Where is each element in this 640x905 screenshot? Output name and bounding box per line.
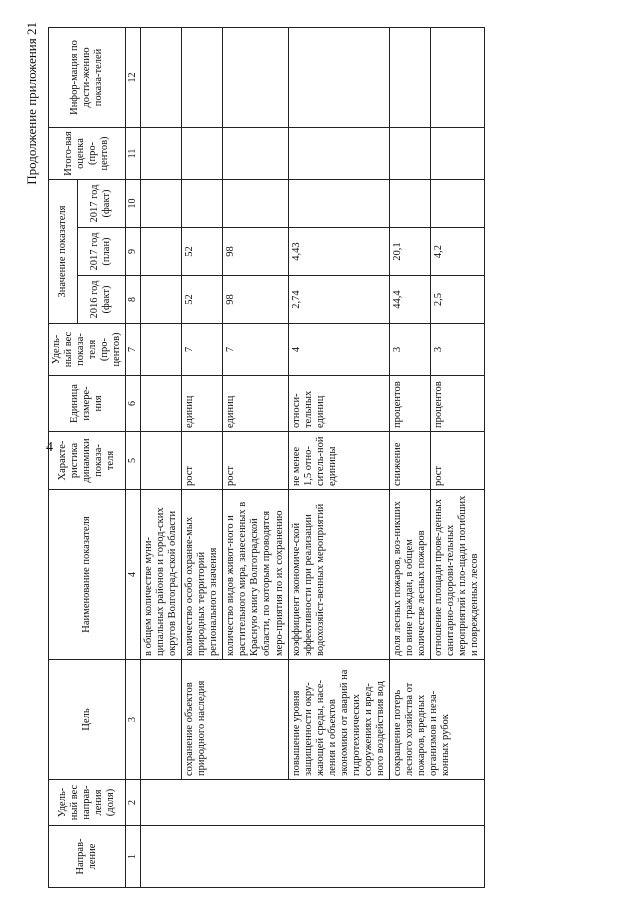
indicator-cell: доля лесных пожаров, воз-никших по вине граждан, в общем количестве лесных пожаров bbox=[390, 490, 431, 660]
column-number: 6 bbox=[126, 376, 141, 432]
weight-cell: 7 bbox=[223, 324, 288, 376]
dynamics-cell: не менее 1,5 отно-ситель-ной единицы bbox=[288, 432, 390, 490]
weight-cell: 7 bbox=[182, 324, 223, 376]
header-values-group: Значение показателя bbox=[49, 179, 78, 323]
column-number: 9 bbox=[126, 228, 141, 276]
info-cell bbox=[140, 27, 181, 127]
share-cell bbox=[140, 780, 484, 826]
weight-cell: 4 bbox=[288, 324, 390, 376]
goal-cell: сохранение объектов природного наследия bbox=[182, 660, 289, 780]
value-2017-fact-cell bbox=[390, 179, 431, 227]
indicator-cell: количество особо охраняе-мых природных территорий регионального значения bbox=[182, 490, 223, 660]
column-number: 4 bbox=[126, 490, 141, 660]
column-number: 2 bbox=[126, 780, 141, 826]
weight-cell: 3 bbox=[431, 324, 484, 376]
column-number: 11 bbox=[126, 127, 141, 179]
unit-cell: относи-тельных единиц bbox=[288, 376, 390, 432]
info-cell bbox=[223, 27, 288, 127]
value-2017-plan-cell: 52 bbox=[182, 228, 223, 276]
rotated-sheet bbox=[18, 8, 618, 888]
value-2016-cell: 98 bbox=[223, 276, 288, 324]
header-dynamics: Характе-ристика динамики показа-теля bbox=[49, 432, 126, 490]
unit-cell: единиц bbox=[223, 376, 288, 432]
value-2016-cell: 2,5 bbox=[431, 276, 484, 324]
indicator-cell: коэффициент экономиче-ской эффективности при реализации водохозяйст-венных мероприятий bbox=[288, 490, 390, 660]
column-number: 8 bbox=[126, 276, 141, 324]
value-2017-fact-cell bbox=[140, 179, 181, 227]
dynamics-cell: рост bbox=[223, 432, 288, 490]
header-goal: Цель bbox=[49, 660, 126, 780]
score-cell bbox=[223, 127, 288, 179]
dynamics-cell: рост bbox=[431, 432, 484, 490]
value-2017-plan-cell: 20,1 bbox=[390, 228, 431, 276]
score-cell bbox=[431, 127, 484, 179]
table-row bbox=[140, 27, 181, 887]
score-cell bbox=[140, 127, 181, 179]
value-2016-cell: 44,4 bbox=[390, 276, 431, 324]
value-2017-plan-cell: 98 bbox=[223, 228, 288, 276]
indicators-table bbox=[48, 27, 485, 888]
column-number: 1 bbox=[126, 826, 141, 888]
header-info: Инфор-мация по дости-жению показа-телей bbox=[49, 27, 126, 127]
value-2017-fact-cell bbox=[288, 179, 390, 227]
column-number: 10 bbox=[126, 179, 141, 227]
header-2017-fact: 2017 год (факт) bbox=[77, 179, 126, 227]
dynamics-cell bbox=[140, 432, 181, 490]
direction-cell bbox=[140, 826, 484, 888]
weight-cell bbox=[140, 324, 181, 376]
indicator-cell: отношение площади прове-денных санитарно-оздорови-тельных мероприятий к пло-щади погибших и поврежденных лесов bbox=[431, 490, 484, 660]
goal-cell: повышение уровня защищенности окру-жающей среды, насе-ления и объектов экономики от аварий на гидротехнических сооружениях и вред-ного воздействия вод bbox=[288, 660, 390, 780]
indicator-cell: в общем количестве муни-ципальных районов и город-ских округов Волгоград-ской области bbox=[140, 490, 181, 660]
score-cell bbox=[390, 127, 431, 179]
header-weight: Удель-ный вес показа-теля (про-центов) bbox=[49, 324, 126, 376]
header-score: Итого-вая оценка (про-центов) bbox=[49, 127, 126, 179]
appendix-caption: Продолжение приложения 21 bbox=[24, 22, 39, 185]
value-2017-plan-cell: 4,43 bbox=[288, 228, 390, 276]
column-number: 5 bbox=[126, 432, 141, 490]
score-cell bbox=[288, 127, 390, 179]
header-direction: Направ-ление bbox=[49, 826, 126, 888]
value-2017-fact-cell bbox=[223, 179, 288, 227]
header-2017-plan: 2017 год (план) bbox=[77, 228, 126, 276]
column-number: 3 bbox=[126, 660, 141, 780]
info-cell bbox=[431, 27, 484, 127]
column-number: 7 bbox=[126, 324, 141, 376]
table-row bbox=[288, 27, 390, 887]
header-unit: Единица измере-ния bbox=[49, 376, 126, 432]
page-number: 4 bbox=[46, 440, 53, 455]
value-2016-cell bbox=[140, 276, 181, 324]
goal-cell: сокращение потерь лесного хозяйства от пожаров, вредных организмов и неза-конных рубок bbox=[390, 660, 484, 780]
goal-cell bbox=[140, 660, 181, 780]
column-number: 12 bbox=[126, 27, 141, 127]
value-2017-fact-cell bbox=[182, 179, 223, 227]
info-cell bbox=[182, 27, 223, 127]
unit-cell: единиц bbox=[182, 376, 223, 432]
dynamics-cell: рост bbox=[182, 432, 223, 490]
header-share: Удель-ный вес направ-ления (доля) bbox=[49, 780, 126, 826]
table-row bbox=[390, 27, 431, 887]
header-2016-fact: 2016 год (факт) bbox=[77, 276, 126, 324]
value-2017-fact-cell bbox=[431, 179, 484, 227]
dynamics-cell: снижение bbox=[390, 432, 431, 490]
column-number-row bbox=[126, 27, 141, 887]
header-indicator: Наименование показателя bbox=[49, 490, 126, 660]
indicator-cell: количество видов живот-ного и растительного мира, занесенных в Красную книгу Волгоградской области, по которым проводятся меро-приятия по их сохранению bbox=[223, 490, 288, 660]
value-2016-cell: 52 bbox=[182, 276, 223, 324]
unit-cell bbox=[140, 376, 181, 432]
weight-cell: 3 bbox=[390, 324, 431, 376]
table-row bbox=[182, 27, 223, 887]
info-cell bbox=[288, 27, 390, 127]
score-cell bbox=[182, 127, 223, 179]
value-2016-cell: 2,74 bbox=[288, 276, 390, 324]
unit-cell: процентов bbox=[431, 376, 484, 432]
info-cell bbox=[390, 27, 431, 127]
value-2017-plan-cell: 4,2 bbox=[431, 228, 484, 276]
unit-cell: процентов bbox=[390, 376, 431, 432]
value-2017-plan-cell bbox=[140, 228, 181, 276]
